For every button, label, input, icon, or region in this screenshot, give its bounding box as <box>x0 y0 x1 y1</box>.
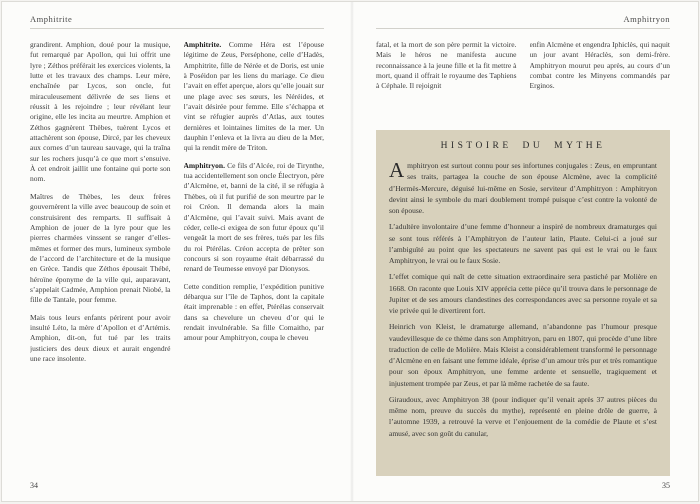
page-number-right: 35 <box>662 481 670 490</box>
paragraph: enfin Alcmène et engendra Iphiclès, qui naquit un jour avant Héraclès, son demi-frère. Amphitryon mourut peu après, au cours d’un combat contre les Minyens commandés par Erginos. <box>529 40 670 91</box>
dictionary-entry <box>184 161 325 275</box>
myth-paragraph: L’adultère involontaire d’une femme d’honneur a inspiré de nombreux dramaturges qui se sont tous référés à l’Amphitryon de l’auteur latin, Plaute. Celui-ci a joué sur l’ambiguïté au point que les spectateurs ne savent pas qui est le vrai ou le faux Amphitryon, le vrai ou le faux Sosie. <box>389 222 657 265</box>
entry-term: Amphitryon. <box>183 160 225 170</box>
left-page-columns <box>30 40 324 476</box>
left-page-column-1 <box>30 40 171 476</box>
dictionary-entry <box>184 40 325 154</box>
paragraph-text: mphitryon est surtout connu pour ses infortunes conjugales : Zeus, en empruntant ses traits, partagea la couche de son épouse Alcmène, avec la complicité d’Hermès-Mercure, déguisé lui-même en Sosie, serviteur d’Amphitryon : Amphitryon devint ainsi le symbole du mari doublement trompé puisque c’est contre la volonté de son épouse. <box>389 161 657 215</box>
page-right <box>350 2 698 501</box>
left-page-column-2 <box>184 40 325 476</box>
paragraph: fatal, et la mort de son père permit la victoire. Mais le héros ne manifesta aucune reconnaissance à la jeune fille et la fit mettre à mort, quand il offrait le royaume des Taphiens à Céphale. Il rejoignit <box>376 40 517 91</box>
header-rule-left <box>30 28 324 29</box>
myth-box-title: HISTOIRE DU MYTHE <box>440 141 606 151</box>
myth-paragraph: Heinrich von Kleist, le dramaturge allemand, n’abandonne pas l’humour presque vaudevillesque de ce thème dans son Amphitryon, paru en 1807, qui procède d’une libre traduction de celle de Molière. Mais Kleist a considérablement transformé le personnage d’Alcmène en en faisant une femme idéale, éprise d’un amour très pur et très romantique pour son époux Amphitryon, une femme ardente et sensuelle, tragiquement et injustement trompée par Zeus, et par là même rachetée de sa faute. <box>389 322 657 388</box>
paragraph: grandirent. Amphion, doué pour la musique, fut remarqué par Apollon, qui lui offrit une lyre ; Zéthos préférait les exercices violents, la lutte et les travaux des champs. Leur mère, enchaînée par Lycos, son oncle, fut miraculeusement délivrée de ses liens et réussit à les rejoindre ; leur révélant leur origine, elle les incita au meurtre. Amphion et Zéthos gagnèrent Thèbes, tuèrent Lycos et attachèrent son épouse, Dircé, par les cheveux aux cornes d’un taureau sauvage, qui la traîna sur les rochers jusqu’à ce que mort s’ensuive. À cet endroit jaillit une fontaine qui porte son nom. <box>30 40 171 184</box>
right-page-body <box>376 40 670 476</box>
book-spread <box>1 1 699 502</box>
header-rule-right <box>376 28 670 29</box>
paragraph: Maîtres de Thèbes, les deux frères gouvernèrent la ville avec beaucoup de soin et construisirent des remparts. Il suffisait à Amphion de jouer de la lyre pour que les pierres charmées vinssent se ranger d’elles-mêmes et former des murs, lumineux symbole de l’accord de l’architecture et de la musique en Grèce. Tandis que Zéthos épousait Thébé, héroïne éponyme de la ville qui, auparavant, s’appelait Cadmée, Amphion prenait Niobé, la fille de Tantale, pour femme. <box>30 191 171 305</box>
myth-box <box>376 130 670 476</box>
paragraph: Cette condition remplie, l’expédition punitive débarqua sur l’île de Taphos, dont la capitale était imprenable : en effet, Ptérélas conservait dans sa chevelure un cheveu d’or qui le rendait invulnérable. Sa fille Comaitho, par amour pour Amphitryon, coupa le cheveu <box>183 281 324 343</box>
page-number-left: 34 <box>30 481 38 490</box>
page-left <box>2 2 350 501</box>
right-page-columns <box>376 40 670 124</box>
paragraph: Mais tous leurs enfants périrent pour avoir insulté Léto, la mère d’Apollon et d’Artémis. Amphion, dit-on, fut tué par les traits justiciers des deux dieux et aurait engendré une race insolente. <box>30 312 171 363</box>
myth-paragraph: Giraudoux, avec Amphitryon 38 (pour indiquer qu’il venait après 37 autres pièces du même nom, preuve du succès du mythe), représenté en pleine drôle de guerre, à l’automne 1939, a retrouvé la verve et l’enjouement de la comédie de Plaute et s’est amusé, avec son goût du canular, <box>389 394 657 438</box>
running-title-right: Amphitryon <box>623 14 670 24</box>
right-page-column-2 <box>530 40 671 124</box>
running-title-left: Amphitrite <box>30 14 73 24</box>
dropcap-letter: A <box>389 158 405 182</box>
myth-paragraph-dropcap <box>389 160 657 216</box>
entry-text: Ce fils d’Alcée, roi de Tirynthe, tua accidentellement son oncle Électryon, père d’Alcmène, et, banni de la cité, il se réfugia à Thèbes, où il fut purifié de son meurtre par le roi Créon. Il demanda alors la main d’Alcmène, qui l’avait suivi. Mais avant de céder, celle-ci exigea de son futur époux qu’il vengeât la mort de ses frères, tués par les fils du roi Ptérélas. Créon accepta de prêter son concours si son royaume était débarrassé du renard de Teumesse envoyé par Dionysos. <box>183 160 324 274</box>
myth-paragraph: L’effet comique qui naît de cette situation extraordinaire sera pastiché par Molière en 1668. On raconte que Louis XIV apprécia cette pièce qu’il trouva dans le personnage de Jupiter et de ses amours clandestines des correspondances avec sa personne royale et sa vie privée qui le divertirent fort. <box>389 272 657 315</box>
entry-text: Comme Héra est l’épouse légitime de Zeus, Perséphone, celle d’Hadès, Amphitrite, fille de Nérée et de Doris, est unie à Poséidon par les liens du mariage. Ce dieu l’avait en effet aperçue, alors qu’elle jouait sur une plage avec ses sœurs, les Néréides, et l’avait désirée pour femme. Elle s’échappa et vint se réfugier auprès d’Atlas, aux toutes dernières et lointaines limites de la mer. Un dauphin l’enleva et la livra au dieu de la Mer, qui la rendit mère de Triton. <box>183 40 324 153</box>
right-page-column-1 <box>376 40 517 124</box>
entry-term: Amphitrite. <box>183 40 222 49</box>
